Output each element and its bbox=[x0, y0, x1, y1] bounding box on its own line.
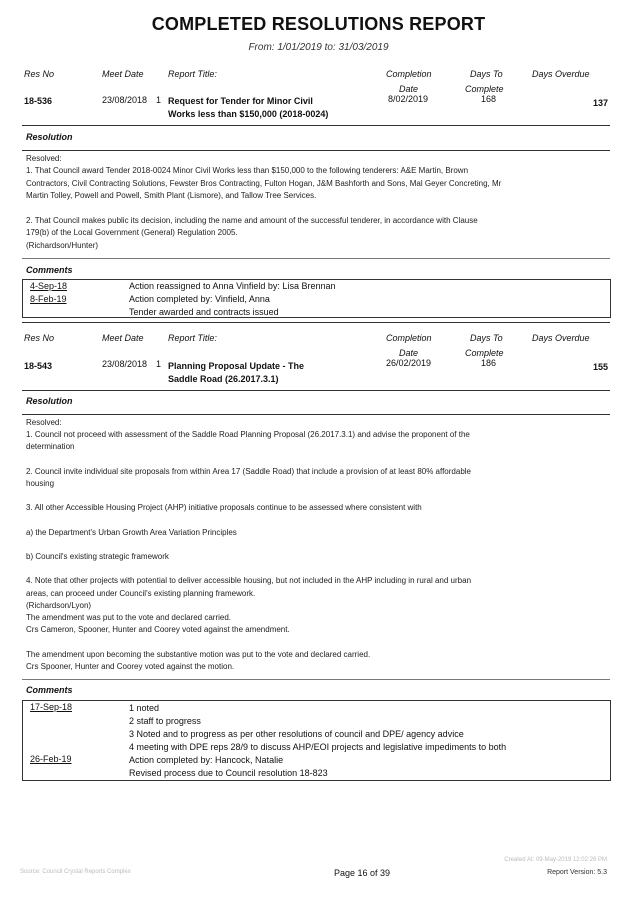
resolution-line: 1. Council not proceed with assessment of the Saddle Road Planning Proposal (26.2017.3.1) and advise the proponent of the bbox=[26, 430, 470, 440]
resolution-line: The amendment was put to the vote and declared carried. bbox=[26, 613, 232, 622]
comment-text: 3 Noted and to progress as per other resolutions of council and DPE/ agency advice bbox=[129, 729, 464, 739]
col-completion: Completion bbox=[386, 69, 432, 79]
report-title-line2: Saddle Road (26.2017.3.1) bbox=[168, 374, 279, 384]
col-days-to: Days To bbox=[470, 333, 503, 343]
resolution-line bbox=[26, 564, 471, 576]
comment-date-link[interactable]: 8-Feb-19 bbox=[30, 294, 67, 304]
item-number: 1 bbox=[156, 95, 162, 105]
res-no: 18-543 bbox=[24, 361, 53, 371]
comment-text: Revised process due to Council resolution 18-823 bbox=[129, 768, 328, 778]
resolution-line: determination bbox=[26, 442, 75, 452]
resolution-line: areas, can proceed under Council's existing planning framework. bbox=[26, 588, 256, 598]
resolution-line bbox=[26, 204, 501, 216]
col-days-to: Days To bbox=[470, 69, 503, 79]
resolution-label: Resolution bbox=[26, 132, 73, 142]
days-to-complete: 186 bbox=[481, 358, 497, 368]
footer-created: Created At: 09-May-2019 12:02:26 PM bbox=[504, 857, 607, 863]
col-days-overdue: Days Overdue bbox=[532, 69, 590, 79]
col-report-title: Report Title: bbox=[168, 69, 217, 79]
resolution-line: 179(b) of the Local Government (General) Regulation 2005. bbox=[26, 228, 238, 238]
comment-date-link[interactable]: 4-Sep-18 bbox=[30, 281, 68, 291]
resolution-line: b) Council's existing strategic framework bbox=[26, 552, 169, 562]
report-title-line1: Request for Tender for Minor Civil bbox=[168, 96, 313, 106]
divider bbox=[22, 679, 610, 680]
col-completion: Completion bbox=[386, 333, 432, 343]
col-days-overdue: Days Overdue bbox=[532, 333, 590, 343]
meet-date: 23/08/2018 bbox=[102, 95, 148, 105]
resolution-line: Contractors, Civil Contracting Solutions, Fewster Bros Contracting, Fulton Hogan, J&M Bashforth and Sons, Mal Geyer Concreting, Mr bbox=[26, 178, 502, 188]
resolution-line: Resolved: bbox=[26, 154, 62, 163]
record-divider bbox=[22, 322, 610, 323]
page-number: Page 16 of 39 bbox=[334, 868, 391, 878]
col-res-no: Res No bbox=[24, 69, 55, 79]
footer-version: Report Version: 5.3 bbox=[547, 869, 607, 876]
col-meet-date: Meet Date bbox=[102, 333, 144, 343]
resolution-line: Crs Spooner, Hunter and Coorey voted against the motion. bbox=[26, 661, 235, 671]
divider bbox=[22, 390, 610, 391]
report-title-line1: Planning Proposal Update - The bbox=[168, 361, 305, 371]
report-title: COMPLETED RESOLUTIONS REPORT bbox=[151, 14, 486, 34]
col-meet-date: Meet Date bbox=[102, 69, 144, 79]
col-complete: Complete bbox=[465, 84, 504, 94]
resolution-line: The amendment upon becoming the substantive motion was put to the vote and declared carried. bbox=[26, 649, 371, 659]
resolution-line: Resolved: bbox=[26, 418, 62, 427]
days-overdue: 155 bbox=[593, 362, 609, 372]
divider bbox=[22, 258, 610, 259]
comment-text: Tender awarded and contracts issued bbox=[129, 307, 279, 317]
resolution-text bbox=[26, 154, 501, 253]
comment-text: 1 noted bbox=[129, 703, 160, 713]
col-report-title: Report Title: bbox=[168, 333, 217, 343]
footer-source: Source: Council Crystal Reports Complex bbox=[20, 869, 131, 875]
days-to-complete: 168 bbox=[481, 94, 497, 104]
resolution-line: 3. All other Accessible Housing Project (AHP) initiative proposals continue to be assessed where consistent with bbox=[26, 503, 422, 513]
resolution-line bbox=[26, 540, 471, 552]
resolution-line: Crs Cameron, Spooner, Hunter and Coorey voted against the amendment. bbox=[26, 625, 290, 635]
divider bbox=[22, 150, 610, 151]
resolution-line bbox=[26, 491, 471, 503]
col-completion-date: Date bbox=[399, 84, 419, 94]
resolution-line: 1. That Council award Tender 2018-0024 Minor Civil Works less than $150,000 to the following tenderers: A&E Martin, Brown bbox=[26, 166, 469, 176]
col-res-no: Res No bbox=[24, 333, 55, 343]
resolution-line: 2. That Council makes public its decision, including the name and amount of the successful tenderer, in accordance with Clause bbox=[26, 215, 478, 225]
item-number: 1 bbox=[156, 359, 162, 369]
resolution-line bbox=[26, 516, 471, 528]
comment-date-link[interactable]: 17-Sep-18 bbox=[30, 702, 73, 712]
completion-date: 26/02/2019 bbox=[386, 358, 432, 368]
completion-date: 8/02/2019 bbox=[388, 94, 429, 104]
res-no: 18-536 bbox=[24, 96, 53, 106]
resolution-line: housing bbox=[26, 478, 55, 488]
resolution-line: (Richardson/Lyon) bbox=[26, 600, 92, 610]
report-date-range: From: 1/01/2019 to: 31/03/2019 bbox=[248, 42, 389, 53]
comment-text: Action completed by: Hancock, Natalie bbox=[129, 755, 284, 765]
col-completion-date: Date bbox=[399, 348, 419, 358]
comment-text: 4 meeting with DPE reps 28/9 to discuss AHP/EOI projects and legislative impediments to both bbox=[129, 742, 507, 752]
comment-date-link[interactable]: 26-Feb-19 bbox=[30, 754, 72, 764]
divider bbox=[22, 414, 610, 415]
days-overdue: 137 bbox=[593, 98, 609, 108]
resolution-line bbox=[26, 637, 471, 649]
comment-text: Action reassigned to Anna Vinfield by: Lisa Brennan bbox=[129, 281, 336, 291]
comments-label: Comments bbox=[26, 685, 73, 695]
meet-date: 23/08/2018 bbox=[102, 359, 148, 369]
resolution-line: a) the Department's Urban Growth Area Variation Principles bbox=[26, 527, 237, 537]
report-title-line2: Works less than $150,000 (2018-0024) bbox=[168, 109, 329, 119]
resolution-label: Resolution bbox=[26, 396, 73, 406]
resolution-line: 4. Note that other projects with potential to deliver accessible housing, but not included in the AHP including in rural and urban bbox=[26, 576, 472, 586]
resolution-line bbox=[26, 455, 471, 467]
comment-text: 2 staff to progress bbox=[129, 716, 201, 726]
resolution-line: 2. Council invite individual site proposals from within Area 17 (Saddle Road) that include a provision of at least 80% affordable bbox=[26, 466, 471, 476]
col-complete: Complete bbox=[465, 348, 504, 358]
resolution-text bbox=[26, 418, 471, 674]
comments-label: Comments bbox=[26, 265, 73, 275]
comment-text: Action completed by: Vinfield, Anna bbox=[129, 294, 270, 304]
resolution-line: Martin Tolley, Powell and Powell, Smith Plant (Lismore), and Tallow Tree Services. bbox=[26, 191, 317, 201]
divider bbox=[22, 125, 610, 126]
resolution-line: (Richardson/Hunter) bbox=[26, 240, 99, 250]
